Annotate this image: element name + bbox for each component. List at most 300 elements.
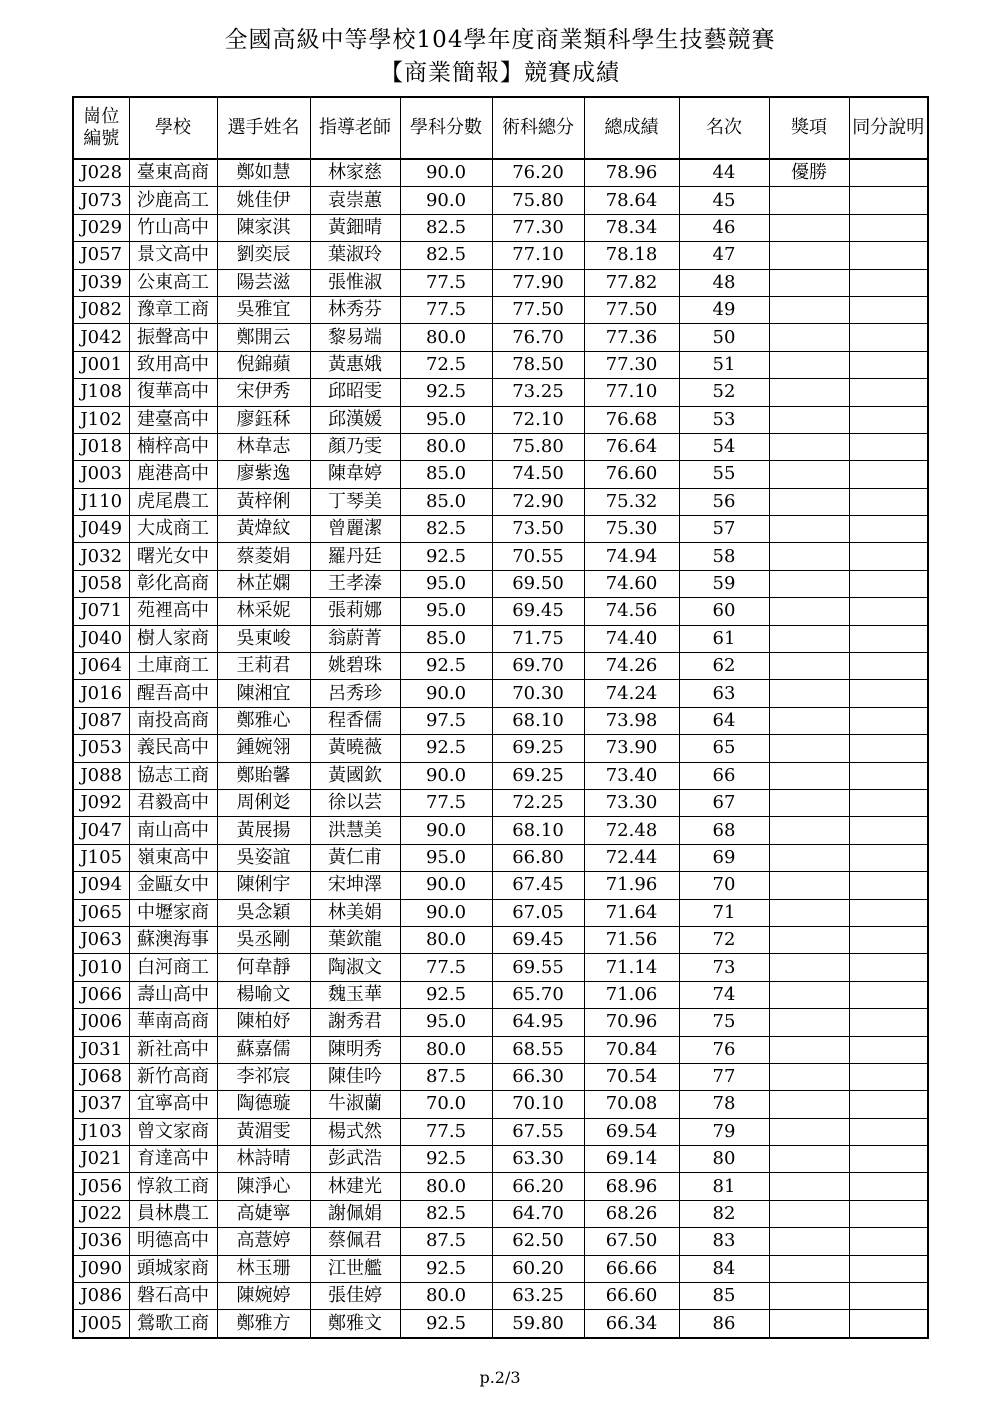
cell-academic-score: 92.5 [400,1310,492,1338]
cell-contestant: 鄭貽馨 [217,762,310,789]
cell-instructor: 邱漢媛 [310,406,400,433]
cell-rank: 82 [679,1200,769,1227]
cell-award [769,1228,849,1255]
cell-award [769,872,849,899]
cell-station-id: J032 [73,543,129,570]
cell-instructor: 袁崇蕙 [310,187,400,214]
cell-school: 醒吾高中 [129,680,217,707]
cell-tie-note [849,1063,928,1090]
table-row [73,543,928,570]
header-row [73,97,928,159]
cell-instructor: 姚碧珠 [310,653,400,680]
cell-contestant: 蘇嘉儒 [217,1036,310,1063]
cell-station-id: J065 [73,899,129,926]
cell-instructor: 翁蔚菁 [310,625,400,652]
cell-total-score: 69.14 [584,1146,679,1173]
cell-tie-note [849,926,928,953]
cell-rank: 67 [679,789,769,816]
cell-award [769,1310,849,1338]
table-row [73,1009,928,1036]
table-row [73,1063,928,1090]
cell-tie-note [849,1283,928,1310]
cell-total-score: 74.26 [584,653,679,680]
cell-station-id: J001 [73,351,129,378]
cell-rank: 80 [679,1146,769,1173]
cell-rank: 62 [679,653,769,680]
table-row [73,488,928,515]
cell-total-score: 77.50 [584,296,679,323]
cell-school: 苑裡高中 [129,598,217,625]
cell-total-score: 73.98 [584,707,679,734]
header-school: 學校 [129,97,217,159]
cell-tie-note [849,159,928,187]
cell-practical-score: 69.70 [492,653,584,680]
cell-award [769,735,849,762]
cell-tie-note [849,488,928,515]
cell-award [769,653,849,680]
cell-total-score: 73.30 [584,789,679,816]
table-row [73,406,928,433]
cell-school: 沙鹿高工 [129,187,217,214]
cell-school: 宜寧高中 [129,1091,217,1118]
cell-total-score: 74.94 [584,543,679,570]
cell-award [769,543,849,570]
cell-total-score: 70.84 [584,1036,679,1063]
cell-total-score: 72.48 [584,817,679,844]
cell-rank: 53 [679,406,769,433]
cell-tie-note [849,570,928,597]
cell-award [769,1146,849,1173]
cell-academic-score: 70.0 [400,1091,492,1118]
cell-practical-score: 74.50 [492,461,584,488]
cell-instructor: 林家慈 [310,159,400,187]
cell-total-score: 78.64 [584,187,679,214]
cell-school: 白河商工 [129,954,217,981]
cell-practical-score: 70.10 [492,1091,584,1118]
cell-total-score: 68.96 [584,1173,679,1200]
cell-tie-note [849,625,928,652]
cell-rank: 48 [679,269,769,296]
cell-contestant: 黃梓俐 [217,488,310,515]
cell-school: 頭城家商 [129,1255,217,1282]
cell-academic-score: 77.5 [400,1118,492,1145]
cell-academic-score: 90.0 [400,817,492,844]
cell-contestant: 宋伊秀 [217,379,310,406]
cell-contestant: 陳家淇 [217,214,310,241]
cell-total-score: 71.14 [584,954,679,981]
cell-instructor: 葉淑玲 [310,242,400,269]
cell-station-id: J071 [73,598,129,625]
cell-contestant: 高薏婷 [217,1228,310,1255]
cell-practical-score: 77.90 [492,269,584,296]
cell-instructor: 彭武浩 [310,1146,400,1173]
cell-total-score: 71.06 [584,981,679,1008]
table-row [73,516,928,543]
cell-total-score: 78.96 [584,159,679,187]
cell-rank: 65 [679,735,769,762]
table-row [73,981,928,1008]
cell-tie-note [849,296,928,323]
cell-contestant: 鍾婉翎 [217,735,310,762]
cell-rank: 76 [679,1036,769,1063]
cell-academic-score: 95.0 [400,844,492,871]
table-row [73,1146,928,1173]
header-award: 獎項 [769,97,849,159]
cell-school: 華南高商 [129,1009,217,1036]
cell-academic-score: 90.0 [400,899,492,926]
cell-award [769,296,849,323]
cell-rank: 64 [679,707,769,734]
cell-school: 嶺東高中 [129,844,217,871]
cell-academic-score: 82.5 [400,214,492,241]
cell-instructor: 蔡佩君 [310,1228,400,1255]
cell-instructor: 陶淑文 [310,954,400,981]
cell-academic-score: 80.0 [400,1283,492,1310]
cell-instructor: 黃仁甫 [310,844,400,871]
cell-contestant: 劉奕辰 [217,242,310,269]
cell-school: 明德高中 [129,1228,217,1255]
cell-total-score: 69.54 [584,1118,679,1145]
cell-instructor: 林秀芬 [310,296,400,323]
table-row [73,1310,928,1338]
cell-rank: 69 [679,844,769,871]
cell-academic-score: 95.0 [400,1009,492,1036]
cell-practical-score: 69.25 [492,762,584,789]
table-row [73,872,928,899]
cell-station-id: J068 [73,1063,129,1090]
table-row [73,379,928,406]
cell-award [769,899,849,926]
cell-award [769,762,849,789]
cell-award [769,1091,849,1118]
cell-contestant: 姚佳伊 [217,187,310,214]
cell-practical-score: 76.20 [492,159,584,187]
cell-rank: 51 [679,351,769,378]
cell-academic-score: 92.5 [400,653,492,680]
cell-instructor: 林建光 [310,1173,400,1200]
cell-rank: 71 [679,899,769,926]
cell-contestant: 高婕寧 [217,1200,310,1227]
cell-academic-score: 92.5 [400,1146,492,1173]
cell-total-score: 66.60 [584,1283,679,1310]
cell-school: 公東高工 [129,269,217,296]
cell-tie-note [849,379,928,406]
cell-contestant: 吳念穎 [217,899,310,926]
cell-academic-score: 85.0 [400,461,492,488]
cell-contestant: 林玉珊 [217,1255,310,1282]
cell-tie-note [849,214,928,241]
table-row [73,926,928,953]
cell-school: 壽山高中 [129,981,217,1008]
cell-total-score: 77.30 [584,351,679,378]
cell-practical-score: 66.20 [492,1173,584,1200]
cell-practical-score: 64.70 [492,1200,584,1227]
cell-tie-note [849,1200,928,1227]
cell-contestant: 蔡菱娟 [217,543,310,570]
cell-rank: 73 [679,954,769,981]
cell-total-score: 70.08 [584,1091,679,1118]
cell-school: 員林農工 [129,1200,217,1227]
cell-academic-score: 90.0 [400,762,492,789]
cell-academic-score: 80.0 [400,433,492,460]
cell-total-score: 78.34 [584,214,679,241]
cell-station-id: J018 [73,433,129,460]
cell-instructor: 曾麗潔 [310,516,400,543]
cell-academic-score: 90.0 [400,159,492,187]
cell-instructor: 黃鈿晴 [310,214,400,241]
cell-school: 振聲高中 [129,324,217,351]
table-row [73,680,928,707]
cell-total-score: 70.96 [584,1009,679,1036]
cell-award [769,324,849,351]
table-row [73,570,928,597]
table-row [73,1091,928,1118]
cell-total-score: 77.10 [584,379,679,406]
cell-practical-score: 68.10 [492,707,584,734]
cell-instructor: 丁琴美 [310,488,400,515]
cell-tie-note [849,1036,928,1063]
cell-station-id: J047 [73,817,129,844]
cell-school: 楠梓高中 [129,433,217,460]
cell-tie-note [849,1255,928,1282]
cell-award [769,1200,849,1227]
cell-tie-note [849,187,928,214]
cell-tie-note [849,406,928,433]
cell-award: 優勝 [769,159,849,187]
cell-practical-score: 62.50 [492,1228,584,1255]
cell-station-id: J022 [73,1200,129,1227]
cell-station-id: J016 [73,680,129,707]
cell-instructor: 張惟淑 [310,269,400,296]
cell-rank: 77 [679,1063,769,1090]
cell-tie-note [849,433,928,460]
cell-rank: 50 [679,324,769,351]
cell-school: 建臺高中 [129,406,217,433]
cell-station-id: J037 [73,1091,129,1118]
cell-instructor: 鄭雅文 [310,1310,400,1338]
cell-total-score: 74.40 [584,625,679,652]
cell-practical-score: 60.20 [492,1255,584,1282]
cell-total-score: 70.54 [584,1063,679,1090]
cell-station-id: J029 [73,214,129,241]
cell-practical-score: 78.50 [492,351,584,378]
cell-award [769,242,849,269]
cell-rank: 46 [679,214,769,241]
cell-total-score: 76.64 [584,433,679,460]
cell-station-id: J028 [73,159,129,187]
cell-tie-note [849,1146,928,1173]
cell-academic-score: 95.0 [400,570,492,597]
cell-academic-score: 80.0 [400,324,492,351]
cell-station-id: J086 [73,1283,129,1310]
document-title: 全國高級中等學校104學年度商業類科學生技藝競賽 [224,27,776,53]
cell-instructor: 陳佳吟 [310,1063,400,1090]
cell-instructor: 葉欽龍 [310,926,400,953]
header-practical-score: 術科總分 [492,97,584,159]
cell-instructor: 陳明秀 [310,1036,400,1063]
page-number: p.2/3 [479,1368,521,1387]
table-row [73,269,928,296]
cell-school: 復華高中 [129,379,217,406]
cell-total-score: 76.68 [584,406,679,433]
cell-academic-score: 85.0 [400,488,492,515]
cell-contestant: 黃湄雯 [217,1118,310,1145]
cell-instructor: 黎易端 [310,324,400,351]
cell-academic-score: 80.0 [400,926,492,953]
cell-station-id: J039 [73,269,129,296]
cell-station-id: J056 [73,1173,129,1200]
cell-contestant: 吳雅宜 [217,296,310,323]
cell-practical-score: 70.30 [492,680,584,707]
cell-award [769,680,849,707]
cell-rank: 52 [679,379,769,406]
cell-contestant: 陶德璇 [217,1091,310,1118]
cell-station-id: J103 [73,1118,129,1145]
cell-contestant: 陳湘宜 [217,680,310,707]
cell-school: 鶯歌工商 [129,1310,217,1338]
cell-academic-score: 90.0 [400,680,492,707]
cell-tie-note [849,844,928,871]
cell-rank: 60 [679,598,769,625]
cell-award [769,488,849,515]
cell-practical-score: 68.55 [492,1036,584,1063]
cell-practical-score: 69.55 [492,954,584,981]
cell-rank: 70 [679,872,769,899]
cell-instructor: 林美娟 [310,899,400,926]
cell-practical-score: 68.10 [492,817,584,844]
cell-award [769,406,849,433]
cell-award [769,1173,849,1200]
cell-instructor: 陳韋婷 [310,461,400,488]
cell-school: 曾文家商 [129,1118,217,1145]
cell-school: 中壢家商 [129,899,217,926]
cell-tie-note [849,269,928,296]
cell-station-id: J040 [73,625,129,652]
cell-practical-score: 77.50 [492,296,584,323]
cell-award [769,844,849,871]
cell-school: 新竹高商 [129,1063,217,1090]
cell-rank: 68 [679,817,769,844]
cell-rank: 61 [679,625,769,652]
cell-academic-score: 92.5 [400,1255,492,1282]
cell-award [769,214,849,241]
header-rank: 名次 [679,97,769,159]
cell-school: 彰化高商 [129,570,217,597]
cell-tie-note [849,242,928,269]
cell-total-score: 74.60 [584,570,679,597]
cell-rank: 59 [679,570,769,597]
cell-rank: 66 [679,762,769,789]
table-row [73,1228,928,1255]
cell-total-score: 77.82 [584,269,679,296]
cell-award [769,187,849,214]
cell-practical-score: 72.10 [492,406,584,433]
table-row [73,707,928,734]
cell-practical-score: 69.25 [492,735,584,762]
cell-practical-score: 67.05 [492,899,584,926]
cell-station-id: J082 [73,296,129,323]
cell-contestant: 鄭雅方 [217,1310,310,1338]
cell-academic-score: 92.5 [400,543,492,570]
cell-rank: 78 [679,1091,769,1118]
cell-academic-score: 82.5 [400,516,492,543]
table-row [73,817,928,844]
table-row [73,433,928,460]
cell-rank: 79 [679,1118,769,1145]
cell-award [769,1009,849,1036]
cell-school: 協志工商 [129,762,217,789]
cell-station-id: J005 [73,1310,129,1338]
cell-practical-score: 76.70 [492,324,584,351]
cell-school: 蘇澳海事 [129,926,217,953]
table-row [73,214,928,241]
cell-tie-note [849,872,928,899]
cell-award [769,433,849,460]
cell-practical-score: 59.80 [492,1310,584,1338]
cell-academic-score: 92.5 [400,379,492,406]
cell-award [769,351,849,378]
table-row [73,1255,928,1282]
cell-school: 南投高商 [129,707,217,734]
cell-station-id: J058 [73,570,129,597]
cell-tie-note [849,598,928,625]
cell-school: 虎尾農工 [129,488,217,515]
header-contestant: 選手姓名 [217,97,310,159]
cell-total-score: 71.56 [584,926,679,953]
cell-tie-note [849,817,928,844]
cell-total-score: 68.26 [584,1200,679,1227]
cell-instructor: 牛淑蘭 [310,1091,400,1118]
table-row [73,844,928,871]
table-row [73,598,928,625]
cell-instructor: 魏玉華 [310,981,400,1008]
cell-practical-score: 75.80 [492,187,584,214]
cell-practical-score: 69.45 [492,926,584,953]
cell-instructor: 黃曉薇 [310,735,400,762]
table-row [73,187,928,214]
cell-award [769,1036,849,1063]
cell-academic-score: 77.5 [400,296,492,323]
cell-academic-score: 92.5 [400,735,492,762]
cell-award [769,789,849,816]
cell-school: 景文高中 [129,242,217,269]
cell-tie-note [849,1118,928,1145]
cell-total-score: 76.60 [584,461,679,488]
cell-school: 樹人家商 [129,625,217,652]
cell-contestant: 黃煒紋 [217,516,310,543]
cell-total-score: 71.64 [584,899,679,926]
cell-rank: 81 [679,1173,769,1200]
cell-academic-score: 87.5 [400,1228,492,1255]
cell-school: 致用高中 [129,351,217,378]
cell-school: 南山高中 [129,817,217,844]
cell-academic-score: 90.0 [400,872,492,899]
cell-school: 曙光女中 [129,543,217,570]
cell-award [769,461,849,488]
table-row [73,735,928,762]
cell-tie-note [849,707,928,734]
cell-contestant: 吳丞剛 [217,926,310,953]
cell-contestant: 陽芸滋 [217,269,310,296]
cell-tie-note [849,1173,928,1200]
cell-instructor: 江世艦 [310,1255,400,1282]
cell-station-id: J088 [73,762,129,789]
cell-instructor: 顏乃雯 [310,433,400,460]
cell-rank: 49 [679,296,769,323]
cell-rank: 75 [679,1009,769,1036]
cell-station-id: J036 [73,1228,129,1255]
cell-school: 金甌女中 [129,872,217,899]
